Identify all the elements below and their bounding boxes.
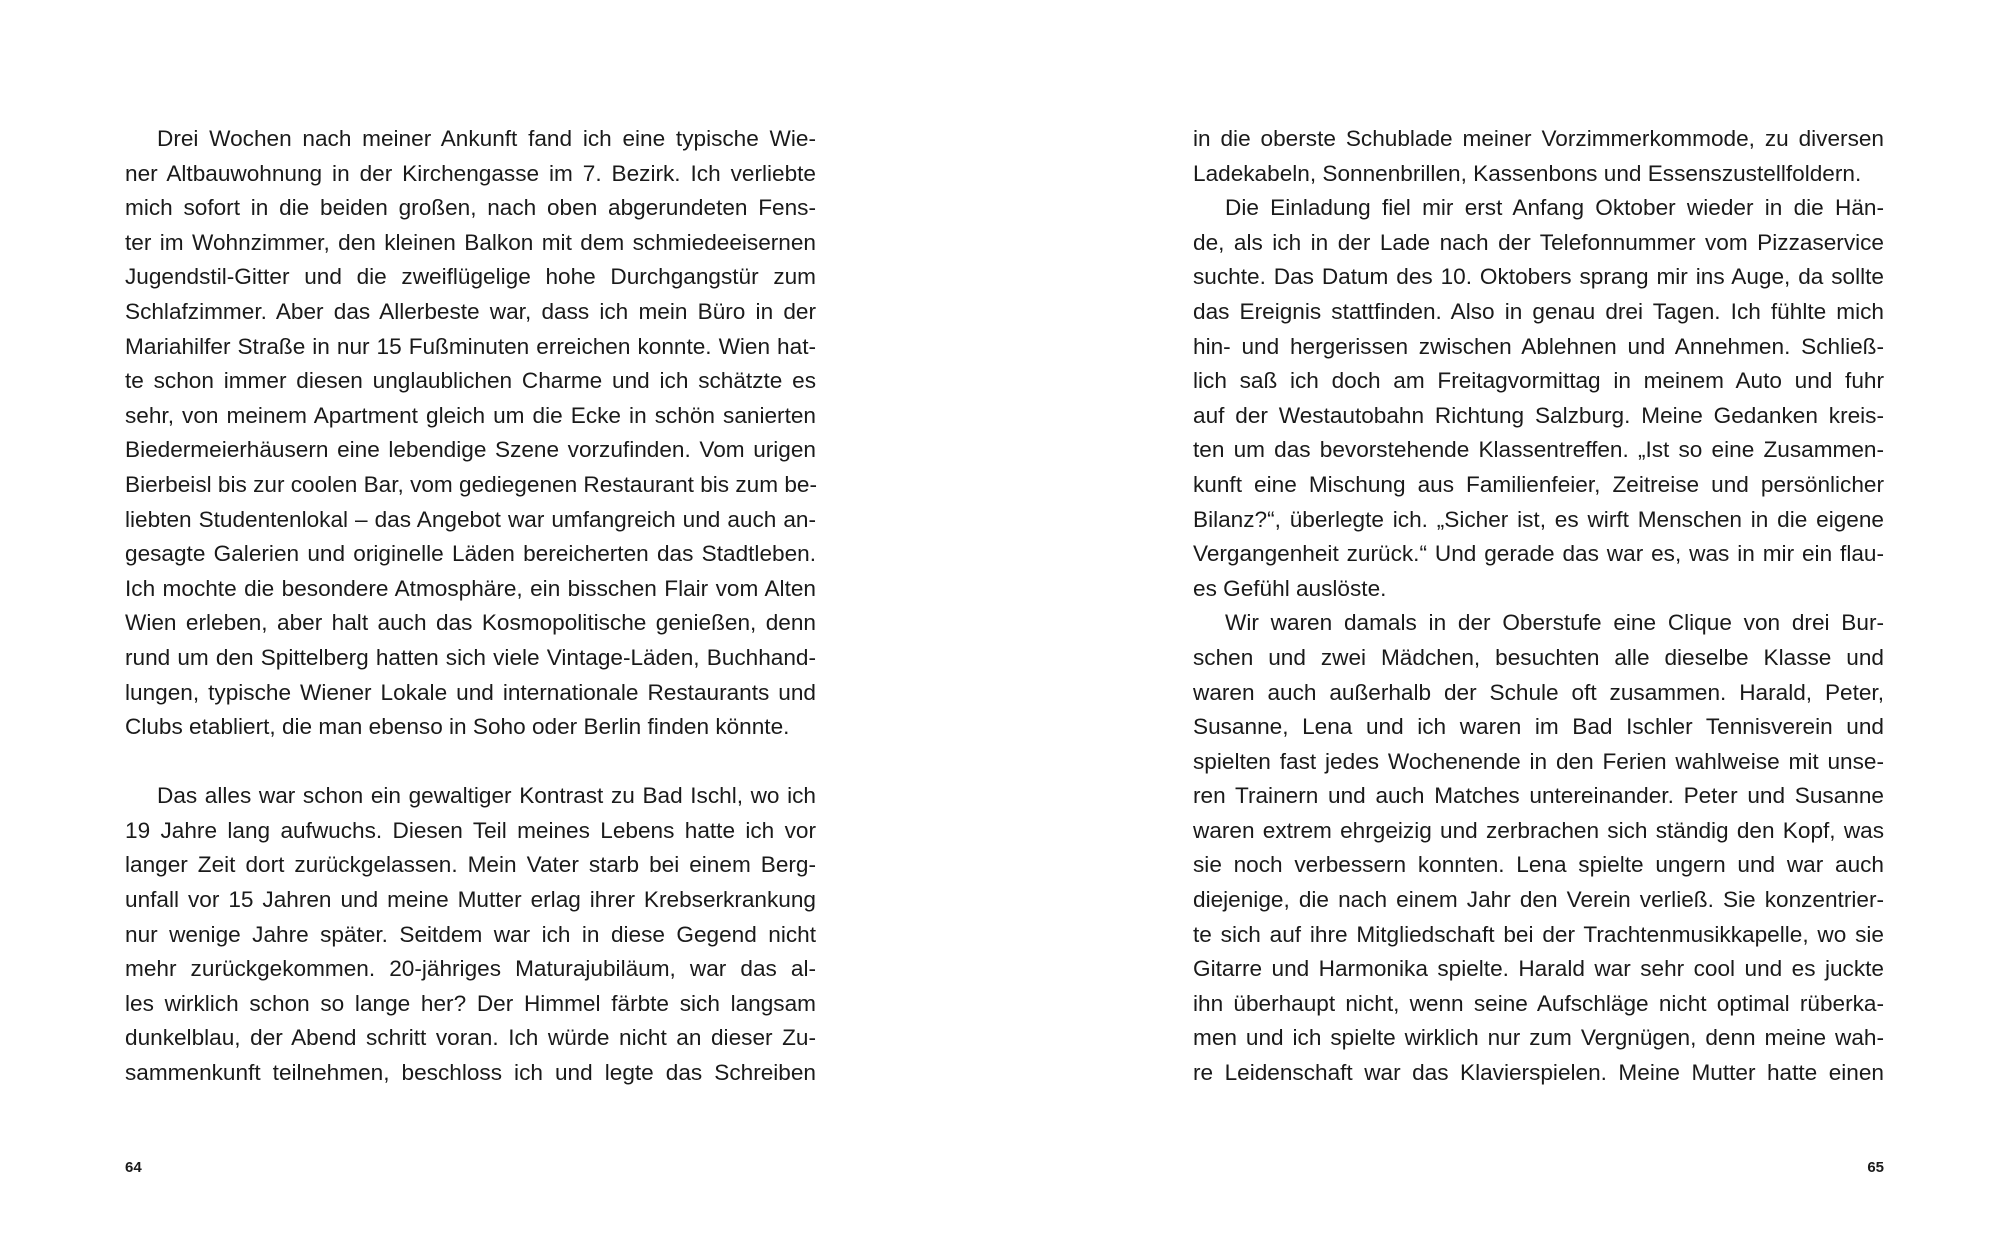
paragraph [1193,122,1884,191]
text-line: das Ereignis stattfinden. Also in genau drei Tagen. Ich fühlte mich [1193,298,1884,324]
text-line: 19 Jahre lang aufwuchs. Diesen Teil meines Lebens hatte ich vor [125,817,816,843]
text-line: ner Altbauwohnung in der Kirchengasse im 7. Bezirk. Ich verliebte [125,160,816,186]
text-line: men und ich spielte wirklich nur zum Vergnügen, denn meine wah- [1193,1025,1884,1051]
text-line: de, als ich in der Lade nach der Telefonnummer vom Pizzaservice [1193,229,1884,255]
text-line: ter im Wohnzimmer, den kleinen Balkon mit dem schmiedeeisernen [125,229,816,255]
text-line: Jugendstil-Gitter und die zweiflügelige hohe Durchgangstür zum [125,264,816,290]
text-line: waren auch außerhalb der Schule oft zusammen. Harald, Peter, [1193,679,1884,705]
text-line: suchte. Das Datum des 10. Oktobers sprang mir ins Auge, da sollte [1193,264,1884,290]
text-line: Vergangenheit zurück.“ Und gerade das war es, was in mir ein flau- [1193,541,1884,567]
paragraph [125,779,816,1090]
text-line: sammenkunft teilnehmen, beschloss ich und legte das Schreiben [125,1060,816,1086]
text-line: Wien erleben, aber halt auch das Kosmopolitische genießen, denn [125,610,816,636]
text-line: schen und zwei Mädchen, besuchten alle dieselbe Klasse und [1193,644,1884,670]
text-line: lich saß ich doch am Freitagvormittag in meinem Auto und fuhr [1193,368,1884,394]
text-line: liebten Studentenlokal – das Angebot war umfangreich und auch an- [125,506,816,532]
text-line: Biedermeierhäusern eine lebendige Szene vorzufinden. Vom urigen [125,437,816,463]
text-line: Ladekabeln, Sonnenbrillen, Kassenbons und Essenszustellfoldern. [1193,160,1862,186]
text-line: Bilanz?“, überlegte ich. „Sicher ist, es wirft Menschen in die eigene [1193,506,1884,532]
right-page [1000,0,2000,1250]
text-line: sie noch verbessern konnten. Lena spielte ungern und war auch [1193,852,1884,878]
text-line: hin- und hergerissen zwischen Ablehnen und Annehmen. Schließ- [1193,333,1884,359]
paragraph [125,122,816,745]
text-line: ihn überhaupt nicht, wenn seine Aufschläge nicht optimal rüberka- [1193,990,1884,1016]
text-line: Drei Wochen nach meiner Ankunft fand ich eine typische Wie- [157,126,816,151]
text-line: nur wenige Jahre später. Seitdem war ich in diese Gegend nicht [125,921,816,947]
text-line: Die Einladung fiel mir erst Anfang Oktober wieder in die Hän- [1225,195,1884,221]
paragraph [1193,191,1884,606]
left-page-text [125,122,816,1091]
text-line: in die oberste Schublade meiner Vorzimmerkommode, zu diversen [1193,126,1884,151]
text-line: ren Trainern und auch Matches untereinander. Peter und Susanne [1193,783,1884,809]
text-line: es Gefühl auslöste. [1193,575,1387,601]
text-line: les wirklich schon so lange her? Der Himmel färbte sich langsam [125,990,816,1016]
text-line: unfall vor 15 Jahren und meine Mutter erlag ihrer Krebserkrankung [125,887,816,913]
text-line: Ich mochte die besondere Atmosphäre, ein bisschen Flair vom Alten [125,575,816,601]
text-line: mehr zurückgekommen. 20-jähriges Maturajubiläum, war das al- [125,956,816,982]
text-line: te schon immer diesen unglaublichen Charme und ich schätzte es [125,368,816,394]
text-line: waren extrem ehrgeizig und zerbrachen sich ständig den Kopf, was [1193,817,1884,843]
text-line: Mariahilfer Straße in nur 15 Fußminuten erreichen konnte. Wien hat- [125,333,816,359]
right-page-text [1193,122,1884,1091]
text-line: Das alles war schon ein gewaltiger Kontrast zu Bad Ischl, wo ich [157,783,816,809]
text-line: te sich auf ihre Mitgliedschaft bei der Trachtenmusikkapelle, wo sie [1193,921,1884,947]
text-line: ten um das bevorstehende Klassentreffen. „Ist so eine Zusammen- [1193,437,1884,463]
text-line: spielten fast jedes Wochenende in den Ferien wahlweise mit unse- [1193,748,1884,774]
text-line: re Leidenschaft war das Klavierspielen. Meine Mutter hatte einen [1193,1060,1884,1086]
text-line: Schlafzimmer. Aber das Allerbeste war, dass ich mein Büro in der [125,298,816,324]
text-line: Bierbeisl bis zur coolen Bar, vom gediegenen Restaurant bis zum be- [125,471,817,497]
text-line: kunft eine Mischung aus Familienfeier, Zeitreise und persönlicher [1193,471,1884,497]
text-line: dunkelblau, der Abend schritt voran. Ich würde nicht an dieser Zu- [125,1025,816,1051]
text-line: Susanne, Lena und ich waren im Bad Ischler Tennisverein und [1193,714,1884,740]
text-line: mich sofort in die beiden großen, nach oben abgerundeten Fens- [125,195,816,221]
text-line: rund um den Spittelberg hatten sich viele Vintage-Läden, Buchhand- [125,644,816,670]
text-line: Wir waren damals in der Oberstufe eine Clique von drei Bur- [1225,610,1884,636]
text-line: langer Zeit dort zurückgelassen. Mein Vater starb bei einem Berg- [125,852,816,878]
text-line: diejenige, die nach einem Jahr den Verein verließ. Sie konzentrier- [1193,887,1884,913]
text-line: Clubs etabliert, die man ebenso in Soho oder Berlin finden könnte. [125,714,790,740]
text-line: auf der Westautobahn Richtung Salzburg. Meine Gedanken kreis- [1193,402,1884,428]
paragraph [1193,606,1884,1090]
page-number-left: 64 [125,1159,142,1176]
text-line: gesagte Galerien und originelle Läden bereicherten das Stadtleben. [125,541,816,567]
paragraph-gap [125,745,816,780]
page-number-right: 65 [1867,1159,1884,1176]
text-line: lungen, typische Wiener Lokale und internationale Restaurants und [125,679,816,705]
text-line: Gitarre und Harmonika spielte. Harald war sehr cool und es juckte [1193,956,1884,982]
text-line: sehr, von meinem Apartment gleich um die Ecke in schön sanierten [125,402,816,428]
